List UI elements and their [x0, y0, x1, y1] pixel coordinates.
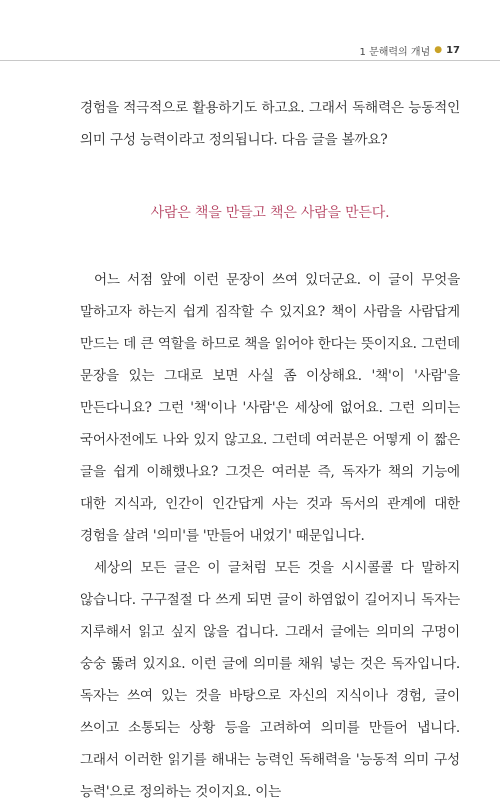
running-head — [360, 42, 460, 58]
paragraph-1: 경험을 적극적으로 활용하기도 하고요. 그래서 독해력은 능동적인 의미 구성 능력이라고 정의됩니다. 다음 글을 볼까요? — [80, 100, 460, 148]
quoted-sentence: 사람은 책을 만들고 책은 사람을 만든다. — [150, 205, 390, 221]
bullet-icon: ● — [434, 45, 443, 55]
header-rule — [0, 60, 500, 61]
page-number: 17 — [446, 44, 460, 56]
body-text — [80, 92, 460, 808]
paragraph-2: 어느 서점 앞에 이런 문장이 쓰여 있더군요. 이 글이 무엇을 말하고자 하는지 쉽게 짐작할 수 있지요? 책이 사람을 사람답게 만드는 데 큰 역할을 하므로 책을 읽어야 한다는 뜻이지요. 그런데 문장을 있는 그대로 보면 사실 좀 이상해요. '책'이 '사람'을 만든다니요? 그런 '책'이나 '사람'은 세상에 없어요. 그런 의미는 국어사전에도 나와 있지 않고요. 그런데 여러분은 어떻게 이 짧은 글을 쉽게 이해했나요? 그것은 여러분 즉, 독자가 책의 기능에 대한 지식과, 인간이 인간답게 사는 것과 독서의 관계에 대한 경험을 살려 '의미'를 '만들어 내었기' 때문입니다. — [80, 272, 460, 544]
chapter-title: 1 문해력의 개념 — [359, 46, 431, 58]
paragraph-3: 세상의 모든 글은 이 글처럼 모든 것을 시시콜콜 다 말하지 않습니다. 구구절절 다 쓰게 되면 글이 하염없이 길어지니 독자는 지루해서 읽고 싶지 않을 겁니다. 그래서 글에는 의미의 구멍이 숭숭 뚫려 있지요. 이런 글에 의미를 채워 넣는 것은 독자입니다. 독자는 쓰여 있는 것을 바탕으로 자신의 지식이나 경험, 글이 쓰이고 소통되는 상황 등을 고려하여 의미를 만들어 냅니다. 그래서 이러한 읽기를 해내는 능력인 독해력을 '능동적 의미 구성 능력'으로 정의하는 것이지요. 이는 — [80, 560, 460, 800]
